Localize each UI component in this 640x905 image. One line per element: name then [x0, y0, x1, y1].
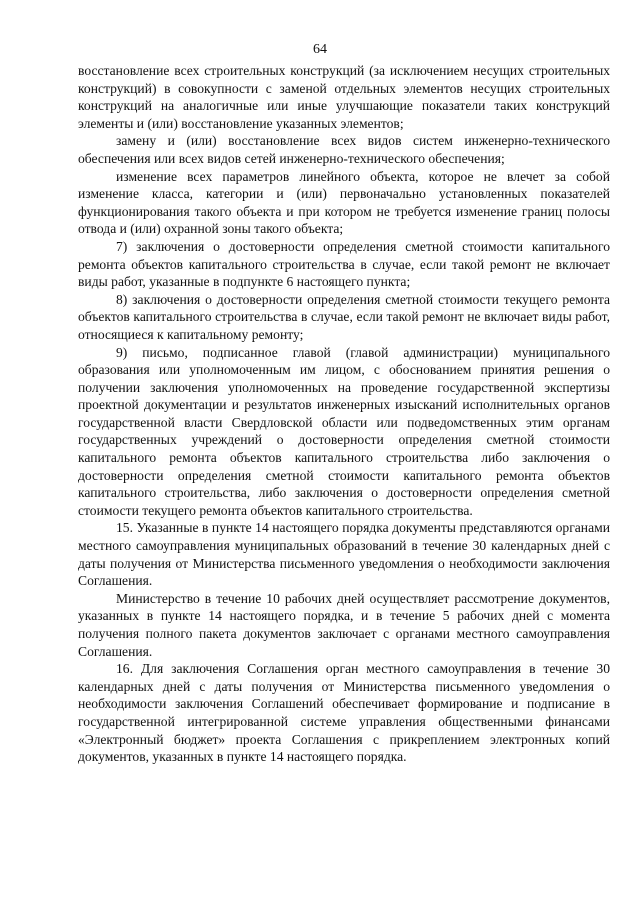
paragraph-clause-15: 15. Указанные в пункте 14 настоящего порядка документы представляются органами местного самоуправления муниципальных образований в течение 30 календарных дней с даты получения от Министерства письменного уведомления о необходимости заключения Соглашения. [78, 520, 610, 589]
paragraph-item-7: 7) заключения о достоверности определения сметной стоимости капитального ремонта объектов капитального строительства в случае, если такой ремонт не включает виды работ, указанные в подпункте 6 настоящего пункта; [78, 238, 610, 290]
paragraph-ministry-review: Министерство в течение 10 рабочих дней осуществляет рассмотрение документов, указанных в пункте 14 настоящего порядка, и в течение 5 рабочих дней с момента получения полного пакета документов заключает с органами местного самоуправления Соглашения. [78, 590, 610, 659]
paragraph-engineering-systems: замену и (или) восстановление всех видов систем инженерно-технического обеспечения или всех видов сетей инженерно-технического обеспечения; [78, 133, 610, 166]
paragraph-item-8: 8) заключения о достоверности определения сметной стоимости текущего ремонта объектов капитального строительства в случае, если такой ремонт не включает виды работ, относящиеся к капитальному ремонту; [78, 291, 610, 342]
document-body [78, 62, 610, 766]
page-number: 64 [313, 42, 327, 57]
paragraph-linear-object: изменение всех параметров линейного объекта, которое не влечет за собой изменение класса, категории и (или) первоначально установленных показателей функционирования такого объекта и при котором не требуется изменение границ полосы отвода и (или) охранной зоны такого объекта; [78, 168, 610, 237]
paragraph-clause-16: 16. Для заключения Соглашения орган местного самоуправления в течение 30 календарных дней с даты получения от Министерства письменного уведомления о необходимости заключения Соглашений обеспечивает формирование и подписание в государственной интегрированной системе управления общественными финансами «Электронный бюджет» проекта Соглашения с прикреплением электронных копий документов, указанных в пункте 14 настоящего порядка. [78, 661, 610, 765]
paragraph-continuation: восстановление всех строительных конструкций (за исключением несущих строительных конструкций) в совокупности с заменой отдельных элементов несущих строительных конструкций на аналогичные или иные улучшающие показатели таких конструкций элементы и (или) восстановление указанных элементов; [78, 63, 610, 131]
paragraph-item-9: 9) письмо, подписанное главой (главой администрации) муниципального образования или уполномоченным им лицом, с обоснованием принятия решения о получении заключения уполномоченных на проведение государственной экспертизы проектной документации и результатов инженерных изысканий исполнительных органов государственной власти Свердловской области или подведомственных этим органам государственных учреждений о достоверности определения сметной стоимости капитального ремонта объектов капитального строительства либо заключения о достоверности определения сметной стоимости капитального ремонта объектов капитального строительства, либо заключения о достоверности определения сметной стоимости текущего ремонта объектов капитального строительства. [78, 344, 610, 518]
